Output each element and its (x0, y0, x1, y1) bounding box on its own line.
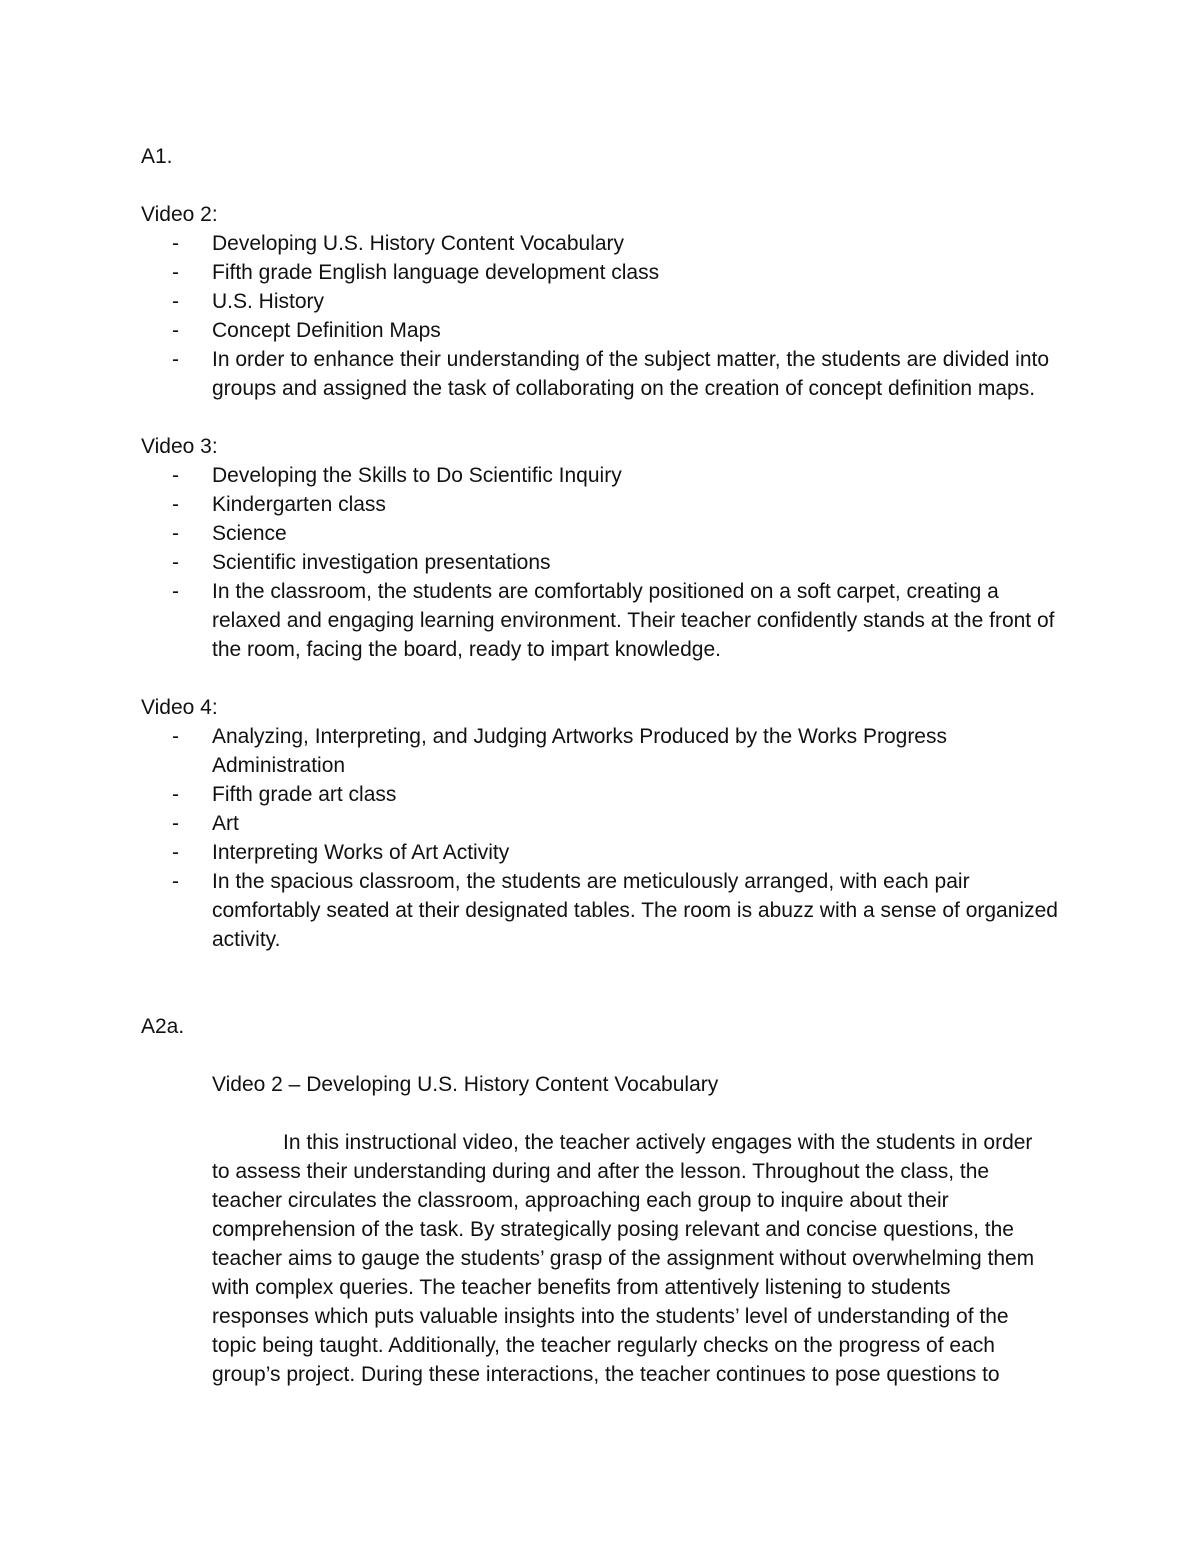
document-content (141, 142, 1061, 1389)
a2a-paragraph: In this instructional video, the teacher actively engages with the students in order to assess their understanding during and after the lesson. Throughout the class, the teacher circulates the classroom, approaching each group to inquire about their comprehension of the task. By strategically posing relevant and concise questions, the teacher aims to gauge the students’ grasp of the assignment without overwhelming them with complex queries. The teacher benefits from attentively listening to students responses which puts valuable insights into the students’ level of understanding of the topic being taught. Additionally, the teacher regularly checks on the progress of each group’s project. During these interactions, the teacher continues to pose questions to (212, 1131, 1035, 1386)
dash-bullet: - (172, 580, 179, 603)
list-item (141, 287, 1061, 316)
video-4-list (141, 722, 1061, 954)
list-item-text: In the spacious classroom, the students are meticulously arranged, with each pair comfortably seated at their designated tables. The room is abuzz with a sense of organized activity. (212, 870, 1058, 951)
list-item-text: Science (212, 522, 287, 545)
video-4-block (141, 693, 1061, 954)
list-item-text: In the classroom, the students are comfortably positioned on a soft carpet, creating a relaxed and engaging learning environment. Their teacher confidently stands at the front of the room, facing the board, ready to impart knowledge. (212, 580, 1055, 661)
list-item (141, 258, 1061, 287)
list-item-text: Fifth grade art class (212, 783, 397, 806)
list-item-text: Concept Definition Maps (212, 319, 441, 342)
dash-bullet: - (172, 261, 179, 284)
list-item (141, 548, 1061, 577)
a2a-subtitle: Video 2 – Developing U.S. History Content Vocabulary (212, 1073, 719, 1096)
dash-bullet: - (172, 232, 179, 255)
list-item (141, 838, 1061, 867)
list-item-text: Art (212, 812, 239, 835)
video-title: Video 4: (141, 696, 218, 719)
list-item-text: Developing U.S. History Content Vocabulary (212, 232, 625, 255)
list-item (141, 577, 1061, 664)
list-item (141, 867, 1061, 954)
dash-bullet: - (172, 551, 179, 574)
video-3-block (141, 432, 1061, 664)
list-item (141, 229, 1061, 258)
list-item (141, 780, 1061, 809)
dash-bullet: - (172, 348, 179, 371)
dash-bullet: - (172, 841, 179, 864)
dash-bullet: - (172, 870, 179, 893)
video-2-list (141, 229, 1061, 403)
list-item-text: In order to enhance their understanding of the subject matter, the students are divided into groups and assigned the task of collaborating on the creation of concept definition maps. (212, 348, 1050, 400)
dash-bullet: - (172, 725, 179, 748)
list-item-text: Kindergarten class (212, 493, 386, 516)
dash-bullet: - (172, 464, 179, 487)
section-heading-a1: A1. (141, 145, 173, 168)
list-item-text: Developing the Skills to Do Scientific Inquiry (212, 464, 622, 487)
video-2-block (141, 200, 1061, 403)
dash-bullet: - (172, 493, 179, 516)
list-item-text: Fifth grade English language development class (212, 261, 660, 284)
video-title: Video 3: (141, 435, 218, 458)
list-item (141, 345, 1061, 403)
dash-bullet: - (172, 290, 179, 313)
dash-bullet: - (172, 319, 179, 342)
list-item (141, 490, 1061, 519)
list-item (141, 461, 1061, 490)
list-item-text: U.S. History (212, 290, 325, 313)
section-heading-a2a: A2a. (141, 1015, 185, 1038)
list-item (141, 519, 1061, 548)
dash-bullet: - (172, 522, 179, 545)
list-item-text: Analyzing, Interpreting, and Judging Artworks Produced by the Works Progress Administration (212, 725, 947, 777)
dash-bullet: - (172, 812, 179, 835)
dash-bullet: - (172, 783, 179, 806)
list-item (141, 316, 1061, 345)
list-item-text: Interpreting Works of Art Activity (212, 841, 510, 864)
video-3-list (141, 461, 1061, 664)
video-title: Video 2: (141, 203, 218, 226)
list-item (141, 809, 1061, 838)
list-item (141, 722, 1061, 780)
list-item-text: Scientific investigation presentations (212, 551, 551, 574)
